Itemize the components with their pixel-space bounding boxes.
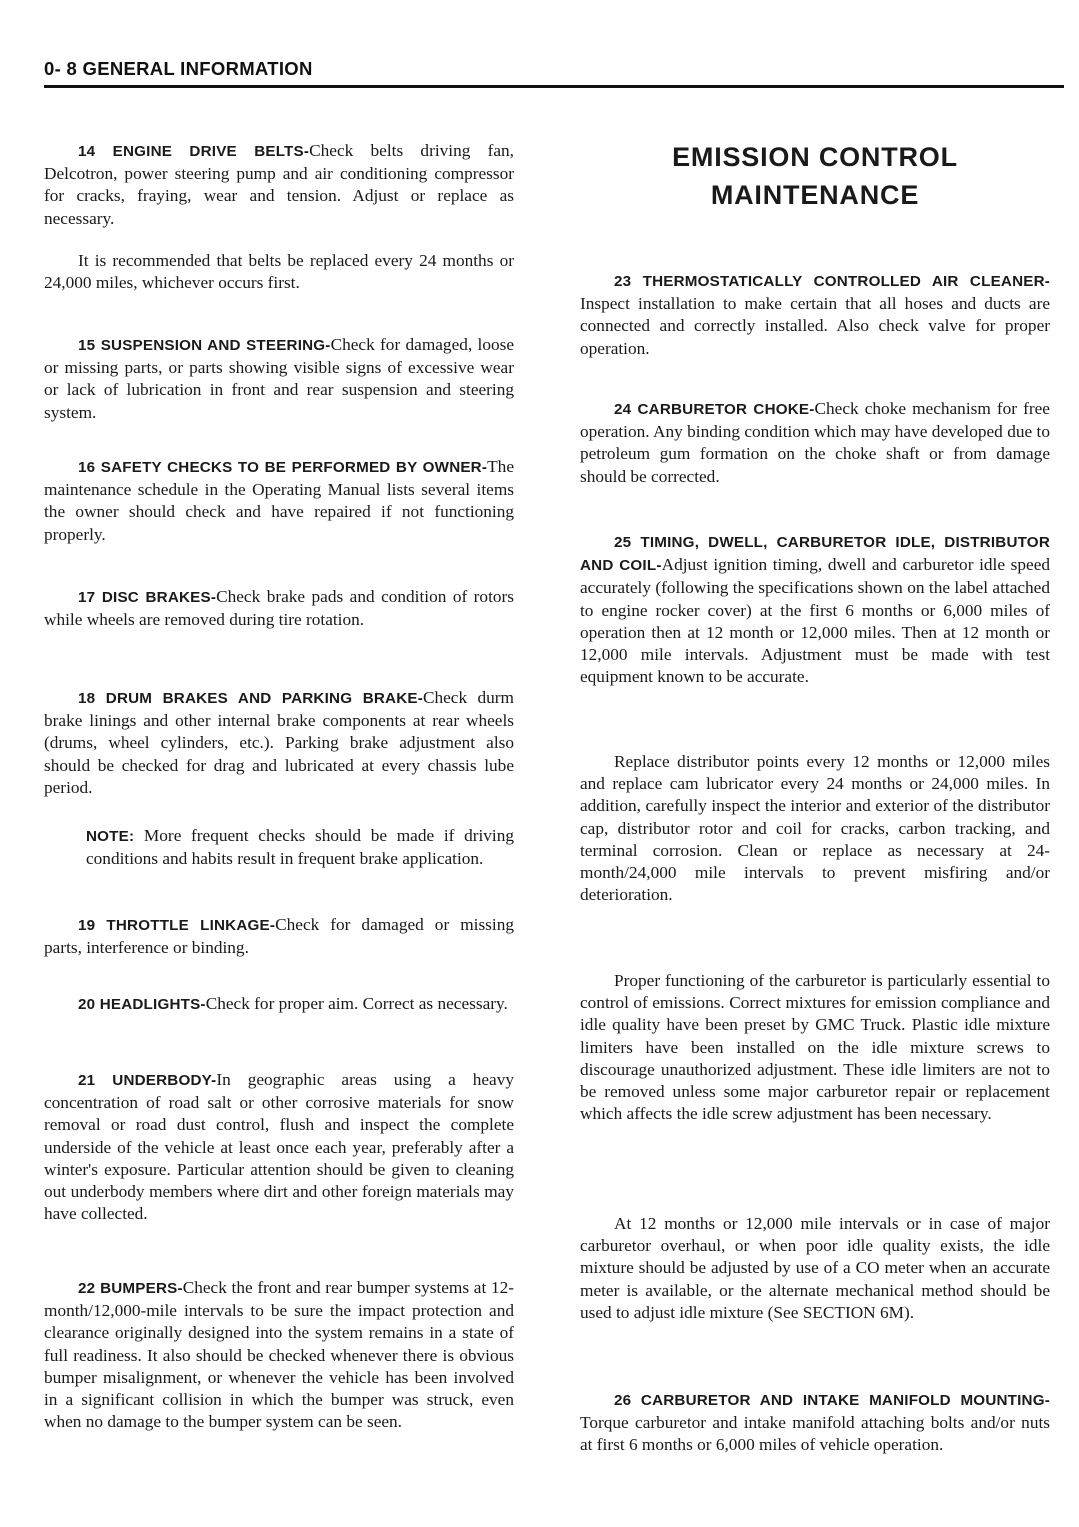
item-body: Check belts driving fan, Delcotron, power steering pump and air conditioning compressor for cracks, fraying, wear and tension. Adjust or replace as necessary. bbox=[44, 141, 514, 228]
section-title-line1: EMISSION CONTROL bbox=[672, 142, 958, 172]
item-body: In geographic areas using a heavy concentration of road salt or other corrosive materials for snow removal or road dust control, flush and inspect the complete underside of the vehicle at least once each year, preferably after a winter's exposure. Particular attention should be given to cleaning out underbody members where dirt and other foreign materials may have collected. bbox=[44, 1070, 515, 1224]
section-title bbox=[580, 138, 1050, 214]
header-rule bbox=[44, 85, 1064, 88]
item-body: Check for damaged or missing parts, interference or binding. bbox=[44, 915, 514, 958]
item-body: More frequent checks should be made if driving conditions and habits result in frequent brake application. bbox=[86, 826, 514, 869]
item-body: Check for proper aim. Correct as necessary. bbox=[205, 994, 508, 1013]
item-body: At 12 months or 12,000 mile intervals or in case of major carburetor overhaul, or when poor idle quality exists, the idle mixture should be adjusted by use of a CO meter when an accurate meter is available, or the alternate mechanical method should be used to adjust idle mixture (See SECTION 6M). bbox=[580, 1214, 1050, 1322]
item-22-bumpers bbox=[44, 1277, 514, 1433]
item-14-engine-drive-belts bbox=[44, 140, 514, 230]
item-body: Replace distributor points every 12 months or 12,000 miles and replace cam lubricator every 24 months or 24,000 miles. In addition, carefully inspect the interior and exterior of the distributor cap, distributor rotor and coil for cracks, carbon tracking, and terminal corrosion. Clean or replace as necessary at 24-month/24,000 mile intervals to prevent misfiring and/or deterioration. bbox=[580, 752, 1050, 905]
page-header-title: 0- 8 GENERAL INFORMATION bbox=[44, 58, 313, 79]
item-20-headlights bbox=[44, 993, 508, 1016]
item-18-drum-brakes bbox=[44, 687, 514, 799]
item-23-air-cleaner bbox=[580, 270, 1050, 360]
item-26-carburetor-intake-manifold bbox=[580, 1389, 1050, 1457]
item-15-suspension-steering bbox=[44, 334, 514, 424]
item-heading: 16 SAFETY CHECKS TO BE PERFORMED BY OWNER- bbox=[78, 459, 488, 476]
item-body: Inspect installation to make certain that all hoses and ducts are connected and correctly installed. Also check valve for proper operation. bbox=[580, 294, 1050, 358]
item-body: Proper functioning of the carburetor is particularly essential to control of emissions. Correct mixtures for emission compliance and idle quality have been preset by GMC Truck. Plastic idle mixture limiters have been installed on the idle mixture screws to discourage unauthorized adjustment. These idle limiters are not to be removed unless some major carburetor repair or replacement which affects the idle screw adjustment has been necessary. bbox=[580, 971, 1050, 1124]
item-16-safety-checks bbox=[44, 456, 514, 546]
item-body: Check for damaged, loose or missing parts, or parts showing visible signs of excessive wear or lack of lubrication in front and rear suspension and steering system. bbox=[44, 335, 515, 422]
item-24-carburetor-choke bbox=[580, 398, 1050, 488]
item-21-underbody bbox=[44, 1069, 514, 1225]
note-paragraph bbox=[86, 825, 514, 870]
item-body: Check the front and rear bumper systems at 12-month/12,000-mile intervals to be sure the impact protection and clearance originally designed into the system remains in a state of full readiness. It also should be checked whenever there is obvious bumper misalignment, or whenever the vehicle has been involved in a significant collision in which the bumper was struck, even when no damage to the bumper system can be seen. bbox=[44, 1278, 514, 1432]
section-title-line2: MAINTENANCE bbox=[710, 180, 920, 210]
item-heading: 25 TIMING, DWELL, CARBURETOR IDLE, DISTRIBUTOR AND COIL- bbox=[580, 534, 1050, 575]
item-body: Check brake pads and condition of rotors while wheels are removed during tire rotation. bbox=[44, 587, 514, 630]
item-heading: 14 ENGINE DRIVE BELTS- bbox=[78, 143, 310, 160]
item-heading: 17 DISC BRAKES- bbox=[78, 589, 217, 606]
item-17-disc-brakes bbox=[44, 586, 514, 631]
carburetor-function-paragraph bbox=[580, 970, 1050, 1125]
item-heading: 24 CARBURETOR CHOKE- bbox=[614, 401, 815, 418]
item-heading: 22 BUMPERS- bbox=[78, 1280, 183, 1297]
item-body: Check choke mechanism for free operation. Any binding condition which may have developed due to petroleum gum formation on the choke shaft or from damage should be corrected. bbox=[580, 399, 1050, 486]
item-heading: 26 CARBURETOR AND INTAKE MANIFOLD MOUNTING- bbox=[614, 1392, 1050, 1409]
item-heading: 15 SUSPENSION AND STEERING- bbox=[78, 337, 331, 354]
item-body: Check durm brake linings and other internal brake components at rear wheels (drums, wheel cylinders, etc.). Parking brake adjustment also should be checked for drag and lubricated at every chassis lube period. bbox=[44, 688, 514, 797]
distributor-points-paragraph bbox=[580, 751, 1050, 906]
belt-replacement-paragraph bbox=[44, 250, 514, 294]
item-heading: 20 HEADLIGHTS- bbox=[78, 996, 206, 1013]
item-25-timing-dwell bbox=[580, 531, 1050, 688]
idle-mixture-paragraph bbox=[580, 1213, 1050, 1324]
item-body: Adjust ignition timing, dwell and carburetor idle speed accurately (following the specifications shown on the label attached to engine rocker cover) at the first 6 months or 6,000 miles of operation then at 12 month or 12,000 miles. Then at 12 month or 12,000 mile intervals. Adjustment must be made with test equipment known to be accurate. bbox=[580, 555, 1050, 687]
note-label: NOTE: bbox=[86, 828, 135, 845]
item-heading: 18 DRUM BRAKES AND PARKING BRAKE- bbox=[78, 690, 423, 707]
item-heading: 23 THERMOSTATICALLY CONTROLLED AIR CLEANER- bbox=[614, 273, 1050, 290]
item-heading: 19 THROTTLE LINKAGE- bbox=[78, 917, 276, 934]
item-body: The maintenance schedule in the Operating Manual lists several items the owner should check and have repaired if not functioning properly. bbox=[44, 457, 514, 544]
item-body: Torque carburetor and intake manifold attaching bolts and/or nuts at first 6 months or 6,000 miles of vehicle operation. bbox=[580, 1413, 1050, 1455]
item-heading: 21 UNDERBODY- bbox=[78, 1072, 217, 1089]
item-19-throttle-linkage bbox=[44, 914, 514, 959]
page-header bbox=[44, 58, 1064, 80]
item-body: It is recommended that belts be replaced every 24 months or 24,000 miles, whichever occurs first. bbox=[44, 251, 514, 293]
